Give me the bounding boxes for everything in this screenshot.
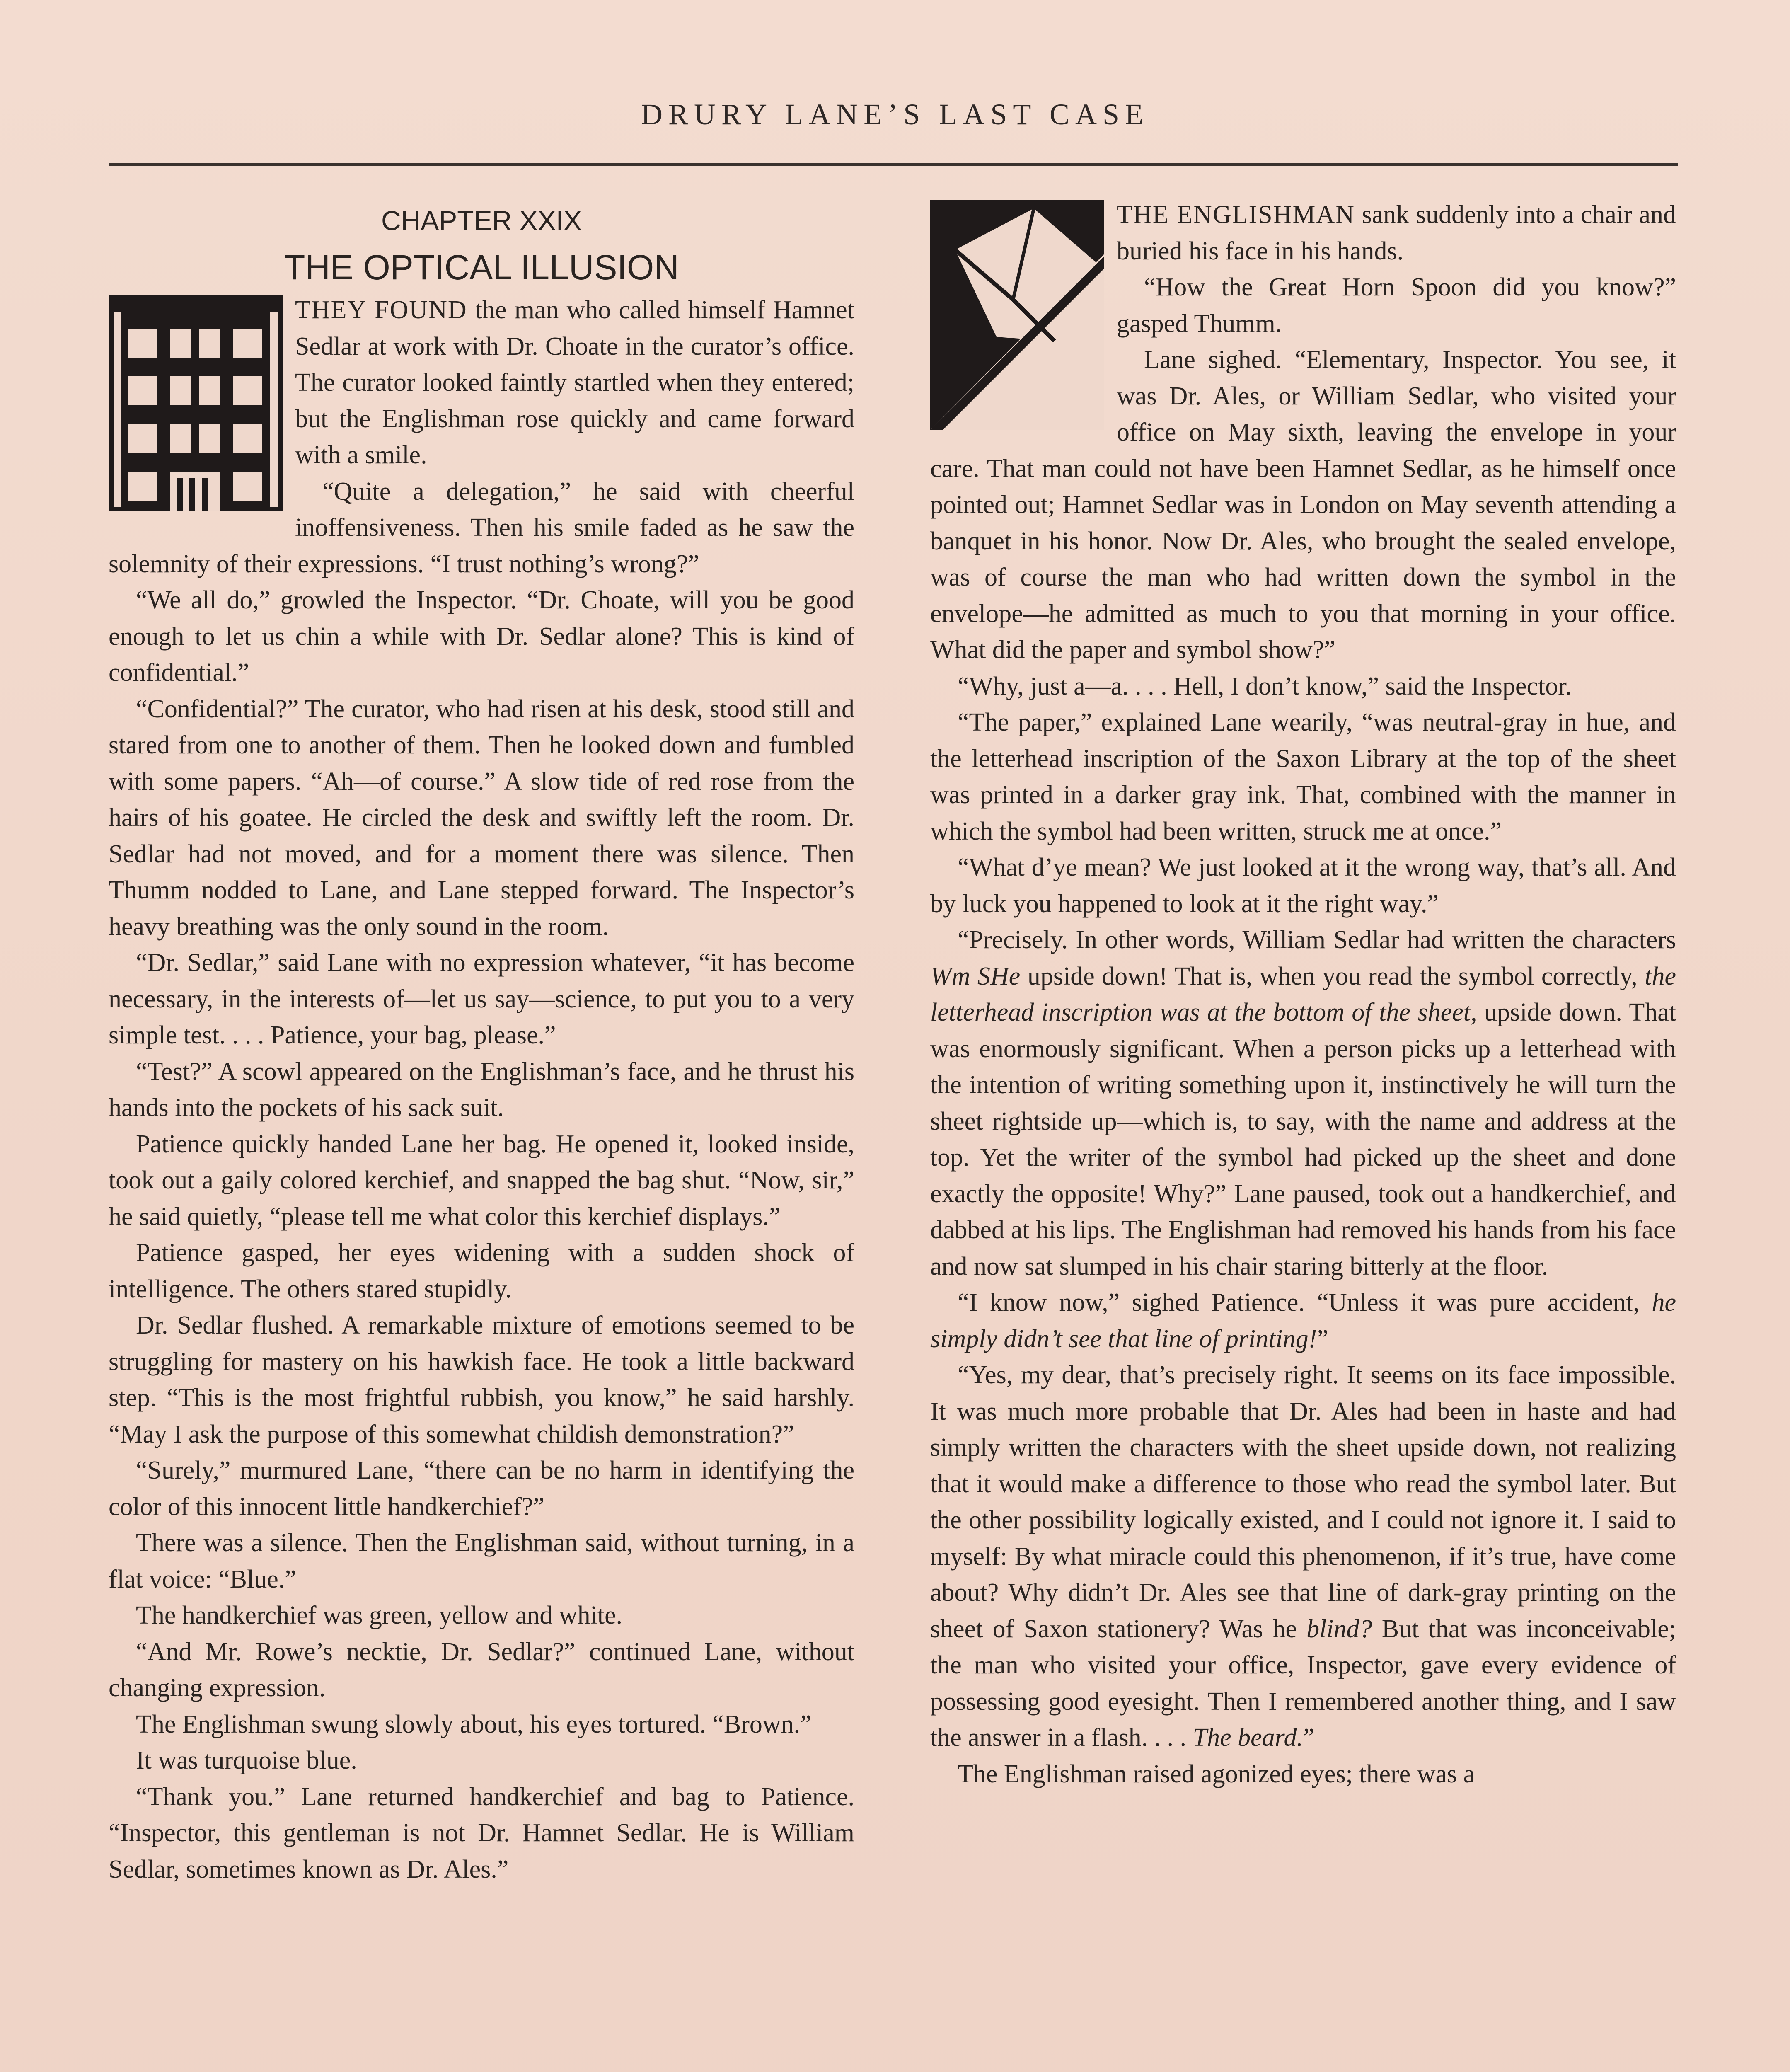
chapter-number: CHAPTER XXIX [381, 205, 582, 236]
paragraph: “Test?” A scowl appeared on the Englishman’s face, and he thrust his hands into the pockets of his sack suit. [109, 1057, 854, 1122]
paragraph: “Confidential?” The curator, who had risen at his desk, stood still and stared from one to another of them. Then he looked down and fumbled with some papers. “Ah—of course.” A slow tide of red rose from the hairs of his goatee. He circled the desk and swiftly left the room. Dr. Sedlar had not moved, and for a moment there was silence. Then Thumm nodded to Lane, and Lane stepped forward. The Inspector’s heavy breathing was the only sound in the room. [109, 695, 854, 941]
running-title: DRURY LANE’S LAST CASE [641, 98, 1149, 131]
emphasis-text: he simply didn’t see that line of printing! [930, 1288, 1676, 1353]
diagonal-folded-paper-icon [930, 200, 1104, 430]
paragraph: There was a silence. Then the Englishman said, without turning, in a flat voice: “Blue.” [109, 1529, 854, 1593]
emphasis-text: Wm SHe [930, 962, 1021, 990]
text-run: ” [1317, 1324, 1328, 1353]
paragraph-text: sank suddenly into a chair and buried his face in his hands. [1117, 201, 1676, 265]
emphasis-text: blind? [1306, 1615, 1372, 1643]
paragraph [930, 1357, 1676, 1756]
text-run: But that was inconceivable; the man who visited your office, Inspector, gave every evidence of possessing good eyesight. Then I remembered another thing, and I saw the answer in a flash. . . . [930, 1615, 1676, 1752]
right-column [930, 197, 1676, 1792]
paragraph: “How the Great Horn Spoon did you know?” gasped Thumm. [1117, 273, 1676, 338]
paragraph: Lane sighed. “Elementary, Inspector. You see, it was Dr. Ales, or William Sedlar, who visited your office on May sixth, leaving the envelope in your care. That man could not have been Hamnet Sedlar, as he himself once pointed out; Hamnet Sedlar was in London on May seventh attending a banquet in his honor. Now Dr. Ales, who brought the sealed envelope, was of course the man who had written down the symbol in the envelope—he admitted as much to you that morning in your office. What did the paper and symbol show?” [930, 346, 1676, 664]
paragraph [930, 197, 1676, 269]
header-rule [109, 163, 1678, 166]
lead-in-caps: THEY FOUND [295, 296, 467, 324]
paragraph-text: the man who called himself Hamnet Sedlar at work with Dr. Choate in the curator’s office. The curator looked faintly startled when they entered; but the Englishman rose quickly and came forward with a smile. [295, 296, 854, 469]
paragraph: “Why, just a—a. . . . Hell, I don’t know,” said the Inspector. [958, 672, 1572, 700]
paragraph [109, 292, 854, 474]
text-run: “I know now,” sighed Patience. “Unless it was pure accident, [958, 1288, 1652, 1317]
paragraph: “Thank you.” Lane returned handkerchief and bag to Patience. “Inspector, this gentleman is not Dr. Hamnet Sedlar. He is William Sedlar, sometimes known as Dr. Ales.” [109, 1782, 854, 1883]
text-run: upside down! That is, when you read the symbol correctly, [1020, 962, 1645, 990]
emphasis-text: The beard. [1193, 1723, 1303, 1752]
paragraph: The handkerchief was green, yellow and white. [136, 1601, 623, 1629]
paragraph: “Dr. Sedlar,” said Lane with no expression whatever, “it has become necessary, in the interests of—let us say—science, to put you to a very simple test. . . . Patience, your bag, please.” [109, 949, 854, 1049]
paragraph: “Quite a delegation,” he said with cheerful inoffensiveness. Then his smile faded as he saw the solemnity of their expressions. “I trust nothing’s wrong?” [109, 477, 854, 578]
text-run: ” [1303, 1723, 1315, 1752]
chapter-title: THE OPTICAL ILLUSION [284, 248, 679, 287]
left-column [109, 197, 854, 1888]
paragraph: “And Mr. Rowe’s necktie, Dr. Sedlar?” continued Lane, without changing expression. [109, 1637, 854, 1702]
text-run: “Yes, my dear, that’s precisely right. It seems on its face impossible. It was much more probable that Dr. Ales had been in haste and had simply written the characters with the sheet upside down, not realizing that it would make a difference to those who read the symbol later. But the other possibility logically existed, and I could not ignore it. I said to myself: By what miracle could this phenomenon, if it’s true, have come about? Why didn’t Dr. Ales see that line of dark-gray printing on the sheet of Saxon stationery? Was he [930, 1361, 1676, 1643]
building-facade-icon [109, 295, 283, 511]
paragraph: “The paper,” explained Lane wearily, “was neutral-gray in hue, and the letterhead inscription of the Saxon Library at the top of the sheet was printed in a darker gray ink. That, combined with the manner in which the symbol had been written, struck me at once.” [930, 708, 1676, 845]
paragraph: “We all do,” growled the Inspector. “Dr. Choate, will you be good enough to let us chin a while with Dr. Sedlar alone? This is kind of confidential.” [109, 586, 854, 687]
emphasis-text: the letterhead inscription was at the bottom of the sheet, [930, 962, 1676, 1026]
lead-in-caps: THE ENGLISHMAN [1117, 201, 1355, 229]
paragraph: Dr. Sedlar flushed. A remarkable mixture of emotions seemed to be struggling for mastery on his hawkish face. He took a little backward step. “This is the most frightful rubbish, you know,” he said harshly. “May I ask the purpose of this somewhat childish demonstration?” [109, 1311, 854, 1448]
paragraph: Patience quickly handed Lane her bag. He opened it, looked inside, took out a gaily colored kerchief, and snapped the bag shut. “Now, sir,” he said quietly, “please tell me what color this kerchief displays.” [109, 1130, 854, 1231]
paragraph [930, 1285, 1676, 1357]
paragraph: The Englishman swung slowly about, his eyes tortured. “Brown.” [136, 1710, 812, 1738]
paragraph: It was turquoise blue. [136, 1746, 357, 1774]
paragraph [930, 922, 1676, 1285]
paragraph: Patience gasped, her eyes widening with a sudden shock of intelligence. The others stared stupidly. [109, 1239, 854, 1303]
text-run: upside down. That was enormously significant. When a person picks up a letterhead with the intention of writing something upon it, instinctively he will turn the sheet rightside up—which is, to say, with the name and address at the top. Yet the writer of the symbol had picked up the sheet and done exactly the opposite! Why?” Lane paused, took out a handkerchief, and dabbed at his lips. The Englishman had removed his hands from his face and now sat slumped in his chair staring bitterly at the floor. [930, 998, 1676, 1280]
text-run: “Precisely. In other words, William Sedlar had written the characters [958, 926, 1676, 954]
paragraph: The Englishman raised agonized eyes; there was a [958, 1760, 1475, 1788]
paragraph: “What d’ye mean? We just looked at it the wrong way, that’s all. And by luck you happened to look at it the right way.” [930, 853, 1676, 918]
paragraph: “Surely,” murmured Lane, “there can be no harm in identifying the color of this innocent little handkerchief?” [109, 1456, 854, 1521]
